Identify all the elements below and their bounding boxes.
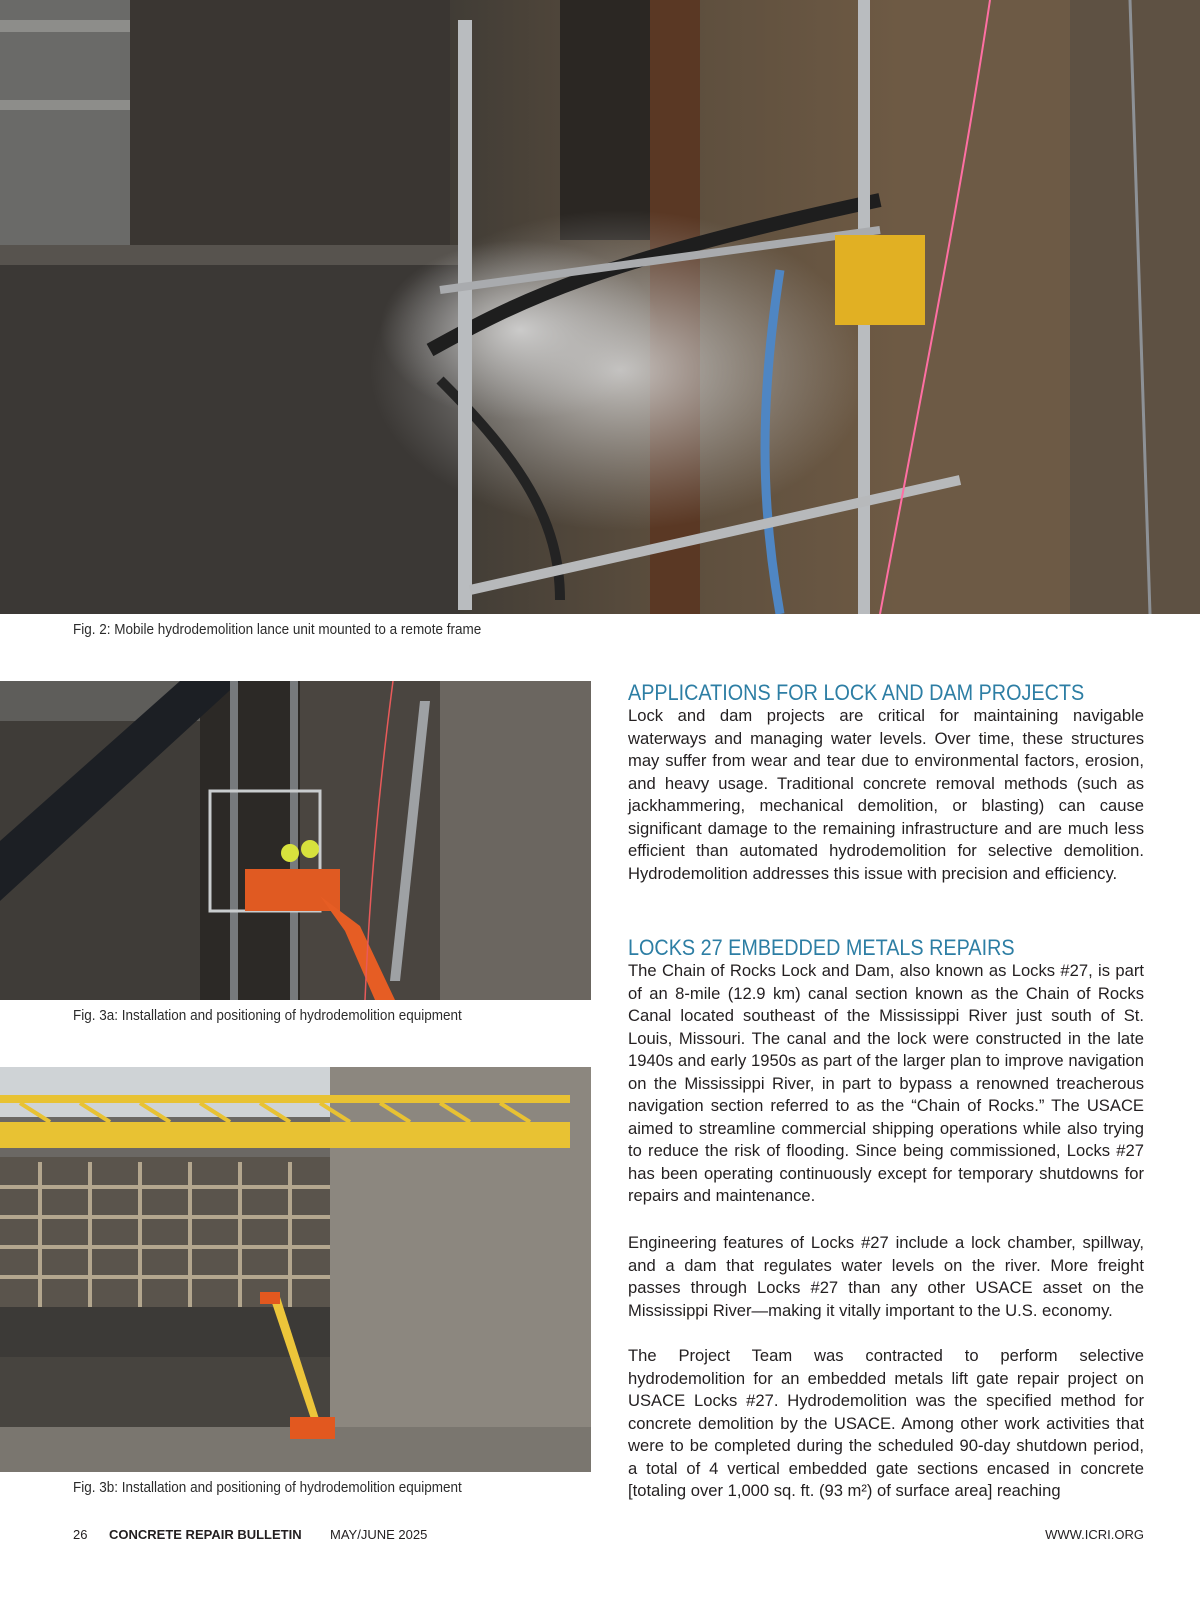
footer-issue: MAY/JUNE 2025 (330, 1527, 428, 1542)
paragraph-project-team: The Project Team was contracted to perform selective hydrodemolition for an embedded metals lift gate repair project on USACE Locks #27. Hydrodemolition was the specified method for concrete demolition by the USACE. Among other work activities that were to be completed during the scheduled 90-day shutdown period, a total of 4 vertical embedded gate sections encased in concrete [totaling over 1,000 sq. ft. (93 m²) of surface area] reaching (628, 1346, 1144, 1500)
footer-publication (109, 1527, 302, 1542)
fig3a-photo (0, 681, 591, 1000)
paragraph-applications: Lock and dam projects are critical for maintaining navigable waterways and managing water levels. Over time, these structures may suffer from wear and tear due to environmental factors, erosion, and heavy usage. Traditional concrete removal methods (such as jackhammering, mechanical demolition, or blasting) can cause significant damage to the remaining infrastructure and are much less efficient than automated hydrodemolition for selective demolition. Hydrodemolition addresses this issue with precision and efficiency. (628, 706, 1144, 883)
paragraph-locks27-features: Engineering features of Locks #27 include a lock chamber, spillway, and a dam that regulates water levels on the river. More freight passes through Locks #27 than any other USACE asset on the Mississippi River—making it vitally important to the U.S. economy. (628, 1233, 1144, 1320)
fig3a-caption: Fig. 3a: Installation and positioning of hydrodemolition equipment (73, 1007, 462, 1024)
fig2-caption: Fig. 2: Mobile hydrodemolition lance unit mounted to a remote frame (73, 621, 482, 638)
fig3b-photo (0, 1067, 591, 1472)
footer-page-number: 26 (73, 1527, 88, 1542)
footer-website: WWW.ICRI.ORG (1045, 1527, 1144, 1542)
paragraph-locks27-history: The Chain of Rocks Lock and Dam, also known as Locks #27, is part of an 8-mile (12.9 km) canal section known as the Chain of Rocks Canal located southeast of the Mississippi River just south of St. Louis, Missouri. The canal and the lock were constructed in the late 1940s and early 1950s as part of the larger plan to improve navigation on the Mississippi River, in part to bypass a renowned treacherous navigation section referred to as the “Chain of Rocks.” The USACE aimed to streamline commercial shipping operations while also trying to reduce the risk of flooding. Since being commissioned, Locks #27 has been operating continuously except for temporary shutdowns for repairs and maintenance. (628, 961, 1144, 1205)
footer-publication-name: CONCRETE REPAIR BULLETIN (109, 1527, 302, 1542)
fig3b-caption: Fig. 3b: Installation and positioning of hydrodemolition equipment (73, 1479, 462, 1496)
fig2-photo (0, 0, 1200, 614)
heading-applications: APPLICATIONS FOR LOCK AND DAM PROJECTS (628, 680, 1085, 705)
heading-locks27: LOCKS 27 EMBEDDED METALS REPAIRS (628, 935, 1015, 960)
